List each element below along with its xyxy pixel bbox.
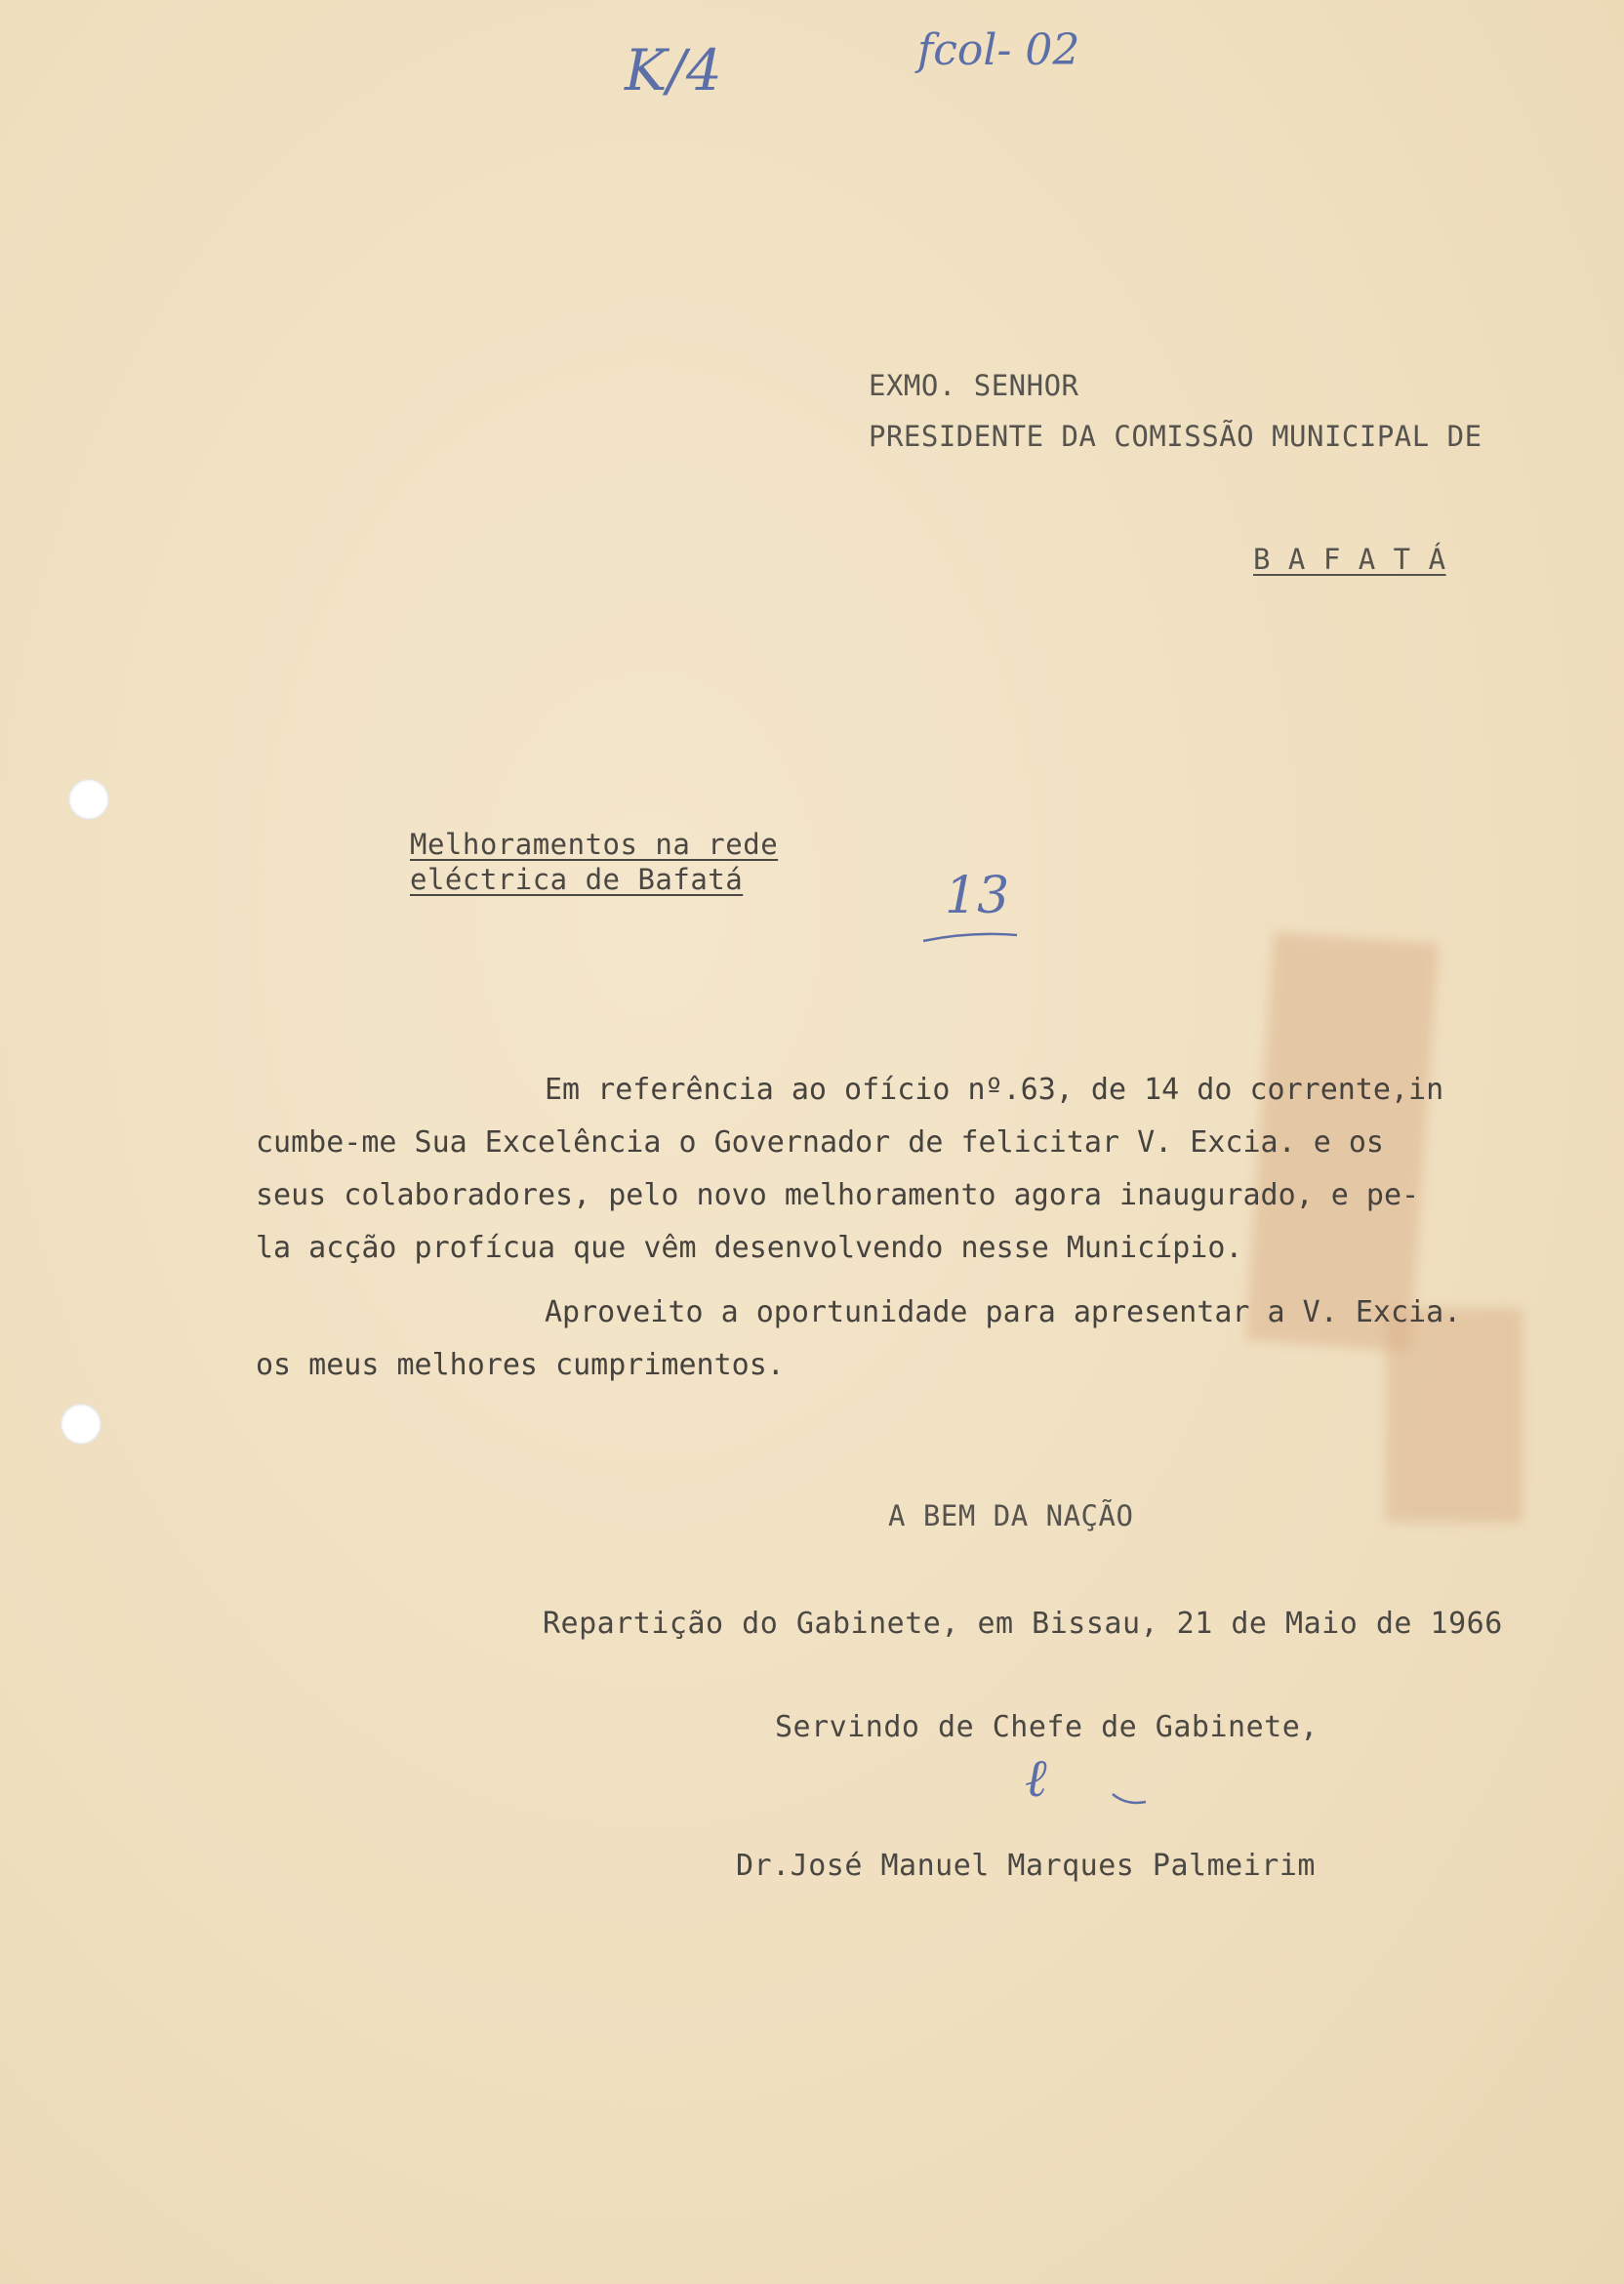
body-line: seus colaboradores, pelo novo melhoramento agora inaugurado, e pe- [256,1178,1420,1212]
file-reference-handwritten: K/4 [625,37,722,103]
addressee-salutation: EXMO. SENHOR [869,369,1079,402]
place-and-date: Repartição do Gabinete, em Bissau, 21 de Maio de 1966 [543,1607,1503,1641]
punch-hole [61,1404,102,1445]
signature-handwritten: ℓ [1025,1747,1047,1809]
body-line: la acção profícua que vêm desenvolvendo nesse Município. [256,1231,1243,1265]
body-paragraph-2 [256,1286,1544,1392]
body-line: Aproveito a oportunidade para apresentar a V. Excia. [545,1295,1462,1329]
folder-note-handwritten: fcol- 02 [917,25,1080,75]
addressee-title: PRESIDENTE DA COMISSÃO MUNICIPAL DE [869,420,1482,453]
addressee-city: B A F A T Á [1253,543,1446,576]
signatory-role: Servindo de Chefe de Gabinete, [775,1710,1319,1744]
body-line: Em referência ao ofício nº.63, de 14 do corrente,in [545,1073,1444,1107]
subject-line-2: eléctrica de Bafatá [410,863,744,896]
punch-hole [68,779,109,820]
signatory-name: Dr.José Manuel Marques Palmeirim [736,1849,1316,1883]
page-number-handwritten: 13 [945,867,1010,925]
body-paragraph-1 [256,1064,1544,1275]
body-line: cumbe-me Sua Excelência o Governador de felicitar V. Excia. e os [256,1125,1384,1160]
subject-line-1: Melhoramentos na rede [410,828,779,861]
signature-stroke [1109,1788,1152,1808]
closing-motto: A BEM DA NAÇÃO [888,1499,1134,1532]
body-line: os meus melhores cumprimentos. [256,1348,785,1382]
page-number-underline [921,927,1019,947]
